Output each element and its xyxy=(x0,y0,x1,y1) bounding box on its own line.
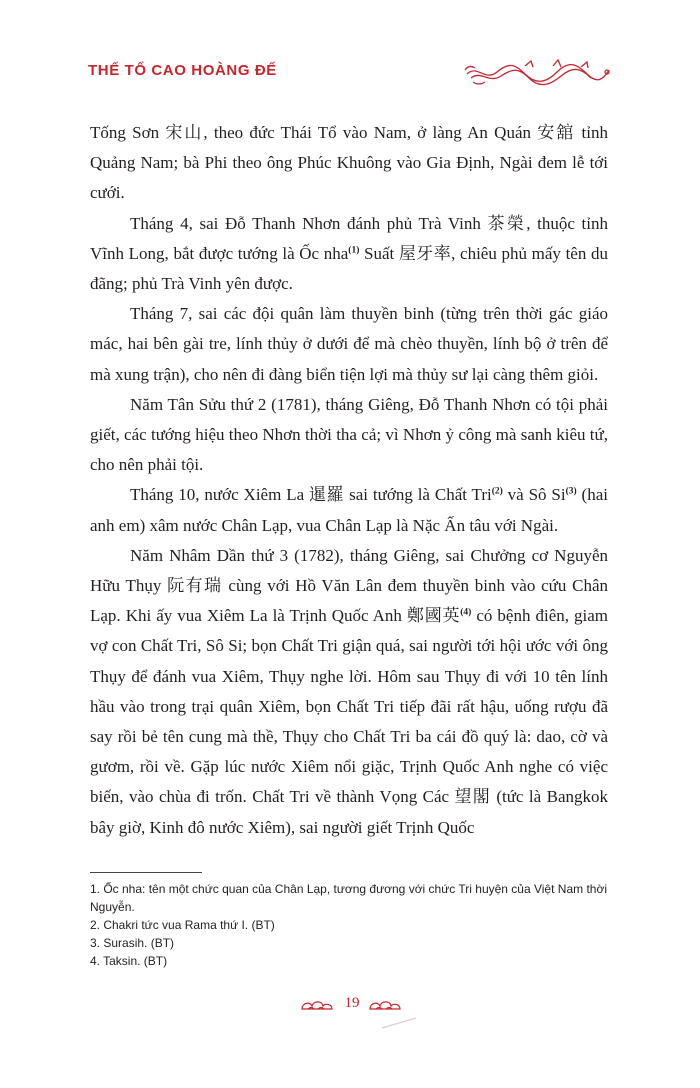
paragraph-text: Năm Nhâm Dần thứ 3 (1782), tháng Giêng, sai Chưởng cơ Nguyễn Hữu Thụy 阮有瑞 cùng với Hồ Văn Lân đem thuyền binh vào cứu Chân Lạp. Khi ấy vua Xiêm La là Trịnh Quốc Anh 鄭國英 xyxy=(90,545,608,626)
footnote: 2. Chakri tức vua Rama thứ I. (BT) xyxy=(90,918,275,932)
decorative-stroke-icon xyxy=(380,1016,420,1030)
paragraph-text: Tháng 7, sai các đội quân làm thuyền binh (từng trên thời gác giáo mác, hai bên gài tre, lính thủy ở dưới để mà chèo thuyền, lính bộ ở trên để mà xung trận), cho nên đi đàng biển tiện lợi mà thủy sư lại càng thêm giỏi. xyxy=(90,304,608,384)
paragraph-text: Năm Tân Sửu thứ 2 (1781), tháng Giêng, Đỗ Thanh Nhơn có tội phải giết, các tướng hiệu theo Nhơn thời tha cả; vì Nhơn ỷ công mà sanh kiêu tứ, cho nên phải tội. xyxy=(90,394,608,475)
footnotes xyxy=(90,880,610,970)
paragraph-text: Tháng 10, nước Xiêm La 暹羅 sai tướng là Chất Tri xyxy=(130,485,492,505)
paragraph-text: Tháng 4, sai Đỗ Thanh Nhơn đánh phủ Trà Vinh 茶榮, thuộc tỉnh Vĩnh Long, bắt được tướng là Ốc nha xyxy=(90,213,608,263)
paragraph xyxy=(90,118,608,209)
footnote-ref: (1) xyxy=(348,245,360,256)
paragraph-text: (hai anh em) xâm nước Chân Lạp, vua Chân Lạp là Nặc Ấn tâu với Ngài. xyxy=(90,485,608,535)
cloud-ornament-icon xyxy=(300,997,334,1015)
footnote: 4. Taksin. (BT) xyxy=(90,954,168,968)
paragraph-text: Suất 屋牙率, chiêu phủ mấy tên du đãng; phủ Trà Vinh yên được. xyxy=(90,243,608,294)
paragraph xyxy=(90,541,608,843)
cloud-ornament-icon xyxy=(368,997,402,1015)
paragraph-text: Tống Sơn 宋山, theo đức Thái Tổ vào Nam, ở làng An Quán 安舘 tỉnh Quảng Nam; bà Phi theo ông Phúc Khuông vào Gia Định, Ngài đem lễ tới cưới. xyxy=(90,123,608,203)
dragon-ornament-icon xyxy=(463,58,613,88)
chapter-title: THẾ TỔ CAO HOÀNG ĐẾ xyxy=(88,62,277,79)
main-text xyxy=(90,118,608,843)
paragraph xyxy=(90,299,608,390)
footnote-divider xyxy=(90,872,202,873)
paragraph-text: và Sô Si xyxy=(502,485,566,505)
footnote: 3. Surasih. (BT) xyxy=(90,936,175,950)
paragraph xyxy=(90,209,608,300)
paragraph xyxy=(90,390,608,481)
footnote-ref: (3) xyxy=(565,486,577,497)
footnote: 1. Ốc nha: tên một chức quan của Chân Lạp, tương đương với chức Tri huyện của Việt Nam thời Nguyễn. xyxy=(90,882,607,914)
paragraph xyxy=(90,480,608,540)
footnote-ref: (2) xyxy=(491,486,503,497)
footnote-ref: (4) xyxy=(460,607,472,618)
paragraph-text: có bệnh điên, giam vợ con Chất Tri, Sô Si; bọn Chất Tri giận quá, sai người tới hội ước với ông Thụy để đánh vua Xiêm, Thụy nghe lời. Hôm sau Thụy đi với 10 tên lính hầu vào trong trại quân Xiêm, bọn Chất Tri tiếp đãi rất hậu, uống rượu đã say rồi bẻ tên cung mà thề, Thụy cho Chất Tri ba cái đồ quý là: dao, cờ và gươm, rồi về. Gặp lúc nước Xiêm nổi giặc, Trịnh Quốc Anh nghe có việc biến, vào chùa đi trốn. Chất Tri về thành Vọng Các 望閣 (tức là Bangkok bây giờ, Kinh đô nước Xiêm), sai người giết Trịnh Quốc xyxy=(90,606,608,837)
page-number: 19 xyxy=(344,995,360,1011)
running-header xyxy=(88,58,608,88)
